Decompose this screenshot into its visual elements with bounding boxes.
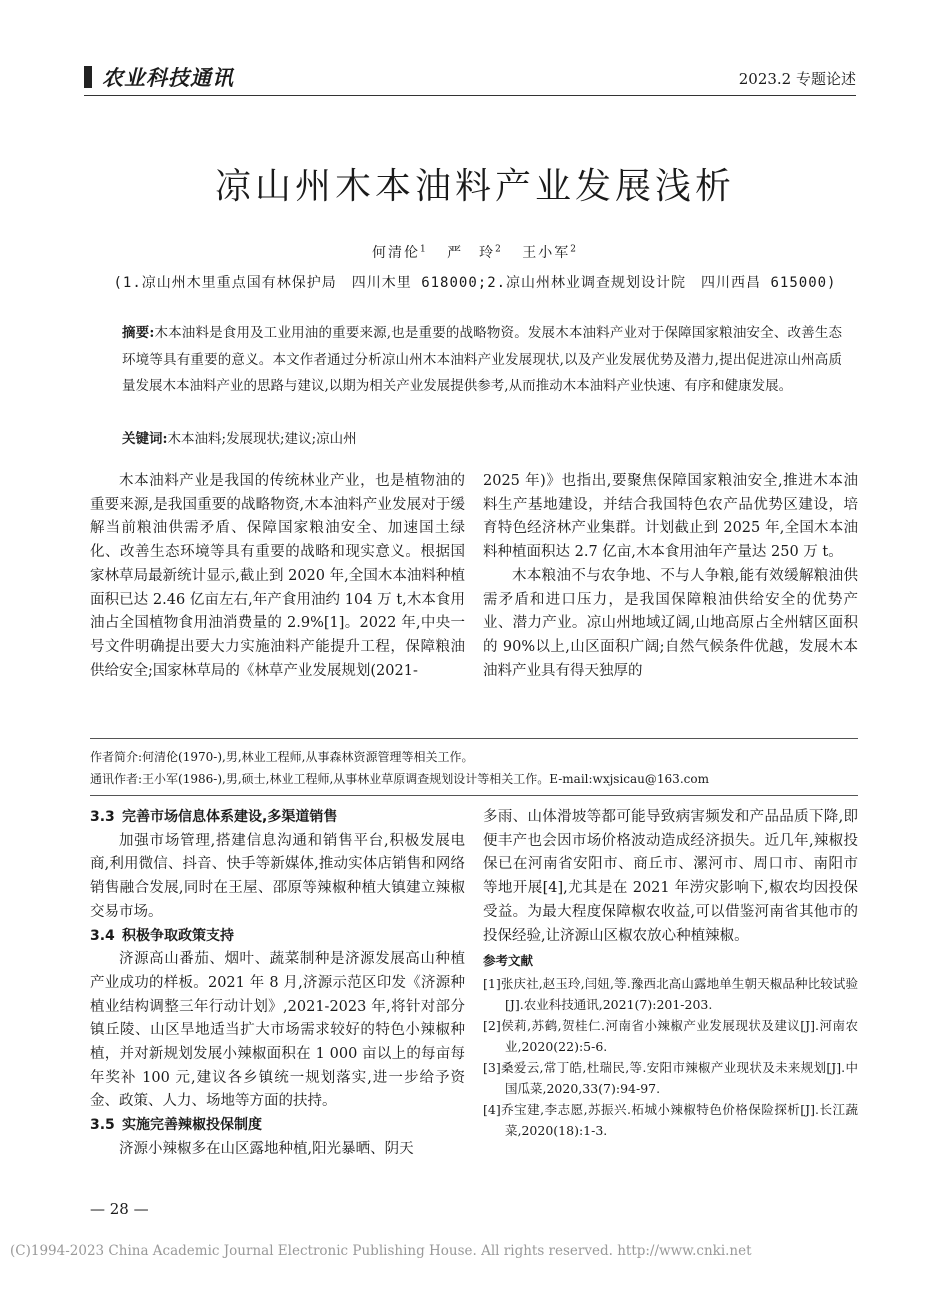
journal-logo: 农业科技通讯 <box>102 65 234 90</box>
reference-item: [3]桑爱云,常丁皓,杜瑞民,等.安阳市辣椒产业现状及未来规划[J].中国瓜菜,2020,33(7):94-97. <box>483 1060 858 1097</box>
paragraph: 加强市场管理,搭建信息沟通和销售平台,积极发展电商,利用微信、抖音、快手等新媒体,推动实体店销售和网络销售融合发展,同时在王屋、邵原等辣椒种植大镇建立辣椒交易市场。 <box>90 832 465 920</box>
author-intro-footnote: 作者简介:何清伦(1970-),男,林业工程师,从事森林资源管理等相关工作。 <box>90 750 474 764</box>
section-title: 完善市场信息体系建设,多渠道销售 <box>122 809 338 825</box>
section-number: 3.3 <box>90 809 115 825</box>
author-list <box>0 242 950 262</box>
reference-item: [2]侯莉,苏鹤,贺桂仁.河南省小辣椒产业发展现状及建议[J].河南农业,2020(22):5-6. <box>483 1018 858 1055</box>
corresponding-author-footnote: 通讯作者:王小军(1986-),男,硕士,林业工程师,从事林业草原调查规划设计等相关工作。E-mail:wxjsicau@163.com <box>90 772 709 786</box>
section-number: 3.5 <box>90 1117 115 1134</box>
section-divider <box>90 795 858 796</box>
paragraph: 济源高山番茄、烟叶、蔬菜制种是济源发展高山种植产业成功的样板。2021 年 8 月,济源示范区印发《济源种植业结构调整三年行动计划》,2021-2023 年,将针对部分镇丘陵、山区旱地适当扩大市场需求较好的特色小辣椒种植，并对新规划发展小辣椒面积在 1 000 亩以上的每亩每年奖补 100 元,建议各乡镇统一规划落实,进一步给予资金、政策、人力、场地等方面的扶持。 <box>90 951 465 1110</box>
author-sup: 1 <box>420 244 428 255</box>
keywords-label: 关键词: <box>122 431 168 447</box>
author-sup: 2 <box>570 244 578 255</box>
reference-item: [1]张庆社,赵玉玲,闫妞,等.豫西北高山露地单生朝天椒品种比较试验[J].农业科技通讯,2021(7):201-203. <box>483 976 858 1013</box>
section-title: 实施完善辣椒投保制度 <box>122 1117 262 1134</box>
affiliation: (1.凉山州木里重点国有林保护局 四川木里 618000;2.凉山州林业调查规划设计院 四川西昌 615000) <box>113 275 837 291</box>
section-heading-3-5 <box>90 1114 465 1138</box>
keywords <box>122 427 842 447</box>
paragraph: 多雨、山体滑坡等都可能导致病害频发和产品品质下降,即便丰产也会因市场价格波动造成经济损失。近几年,辣椒投保已在河南省安阳市、商丘市、漯河市、周口市、南阳市等地开展[4],尤其是在 2021 年涝灾影响下,椒农均因投保受益。为最大程度保障椒农收益,可以借鉴河南省其他市的投保经验,让济源山区椒农放心种植辣椒。 <box>483 809 858 944</box>
paragraph: 2025 年)》也指出,要聚焦保障国家粮油安全,推进木本油料生产基地建设，并结合我国特色农产品优势区建设，培育特色经济林产业集群。计划截止到 2025 年,全国木本油料种植面积达 2.7 亿亩,木本食用油年产量达 250 万 t。 <box>483 473 858 561</box>
header-rule <box>84 95 856 96</box>
author-name: 何清伦 <box>372 245 421 261</box>
lower-column-2 <box>483 806 858 1141</box>
section-heading-3-4 <box>90 925 465 949</box>
abstract-text: 木本油料是食用及工业用油的重要来源,也是重要的战略物资。发展木本油料产业对于保障国家粮油安全、改善生态环境等具有重要的意义。本文作者通过分析凉山州木本油料产业发展现状,以及产业发展优势及潜力,提出促进凉山州高质量发展木本油料产业的思路与建议,以期为相关产业发展提供参考,从而推动木本油料产业快速、有序和健康发展。 <box>122 325 842 394</box>
author-name: 严 玲 <box>447 245 496 261</box>
abstract-label: 摘要: <box>122 325 155 341</box>
issue-label: 2023.2 专题论述 <box>738 70 856 88</box>
section-heading-3-3 <box>90 806 465 830</box>
paragraph: 济源小辣椒多在山区露地种植,阳光暴晒、阴天 <box>119 1140 414 1157</box>
header-bar-mark <box>84 66 92 88</box>
keywords-text: 木本油料;发展现状;建议;凉山州 <box>167 431 357 447</box>
abstract <box>122 320 842 400</box>
footnote-rule <box>90 738 858 739</box>
section-number: 3.4 <box>90 927 115 944</box>
body-column-2 <box>483 470 858 683</box>
references-heading: 参考文献 <box>483 953 534 969</box>
lower-column-1 <box>90 806 465 1162</box>
author-sup: 2 <box>495 244 503 255</box>
reference-item: [4]乔宝建,李志愿,苏振兴.柘城小辣椒特色价格保险探析[J].长江蔬菜,2020(18):1-3. <box>483 1102 858 1139</box>
paragraph: 木本粮油不与农争地、不与人争粮,能有效缓解粮油供需矛盾和进口压力，是我国保障粮油供给安全的优势产业、潜力产业。凉山州地域辽阔,山地高原占全州辖区面积的 90%以上,山区面积广阔;自然气候条件优越，发展木本油料产业具有得天独厚的 <box>483 567 858 679</box>
section-title: 积极争取政策支持 <box>122 927 234 944</box>
article-title: 凉山州木本油料产业发展浅析 <box>214 166 735 207</box>
paragraph: 木本油料产业是我国的传统林业产业，也是植物油的重要来源,是我国重要的战略物资,木本油料产业发展对于缓解当前粮油供需矛盾、保障国家粮油安全、加速国土绿化、改善生态环境等具有重要的战略和现实意义。根据国家林草局最新统计显示,截止到 2020 年,全国木本油料种植面积已达 2.46 亿亩左右,年产食用油约 104 万 t,木本食用油占全国植物食用油消费量的 2.9%[1]。2022 年,中央一号文件明确提出要大力实施油料产能提升工程，保障粮油供给安全;国家林草局的《林草产业发展规划(2021- <box>90 473 465 679</box>
page-number: — 28 — <box>90 1200 149 1218</box>
body-column-1 <box>90 470 465 683</box>
copyright-notice: (C)1994-2023 China Academic Journal Electronic Publishing House. All rights reserved. http://www.cnki.net <box>10 1243 752 1259</box>
author-name: 王小军 <box>522 245 571 261</box>
